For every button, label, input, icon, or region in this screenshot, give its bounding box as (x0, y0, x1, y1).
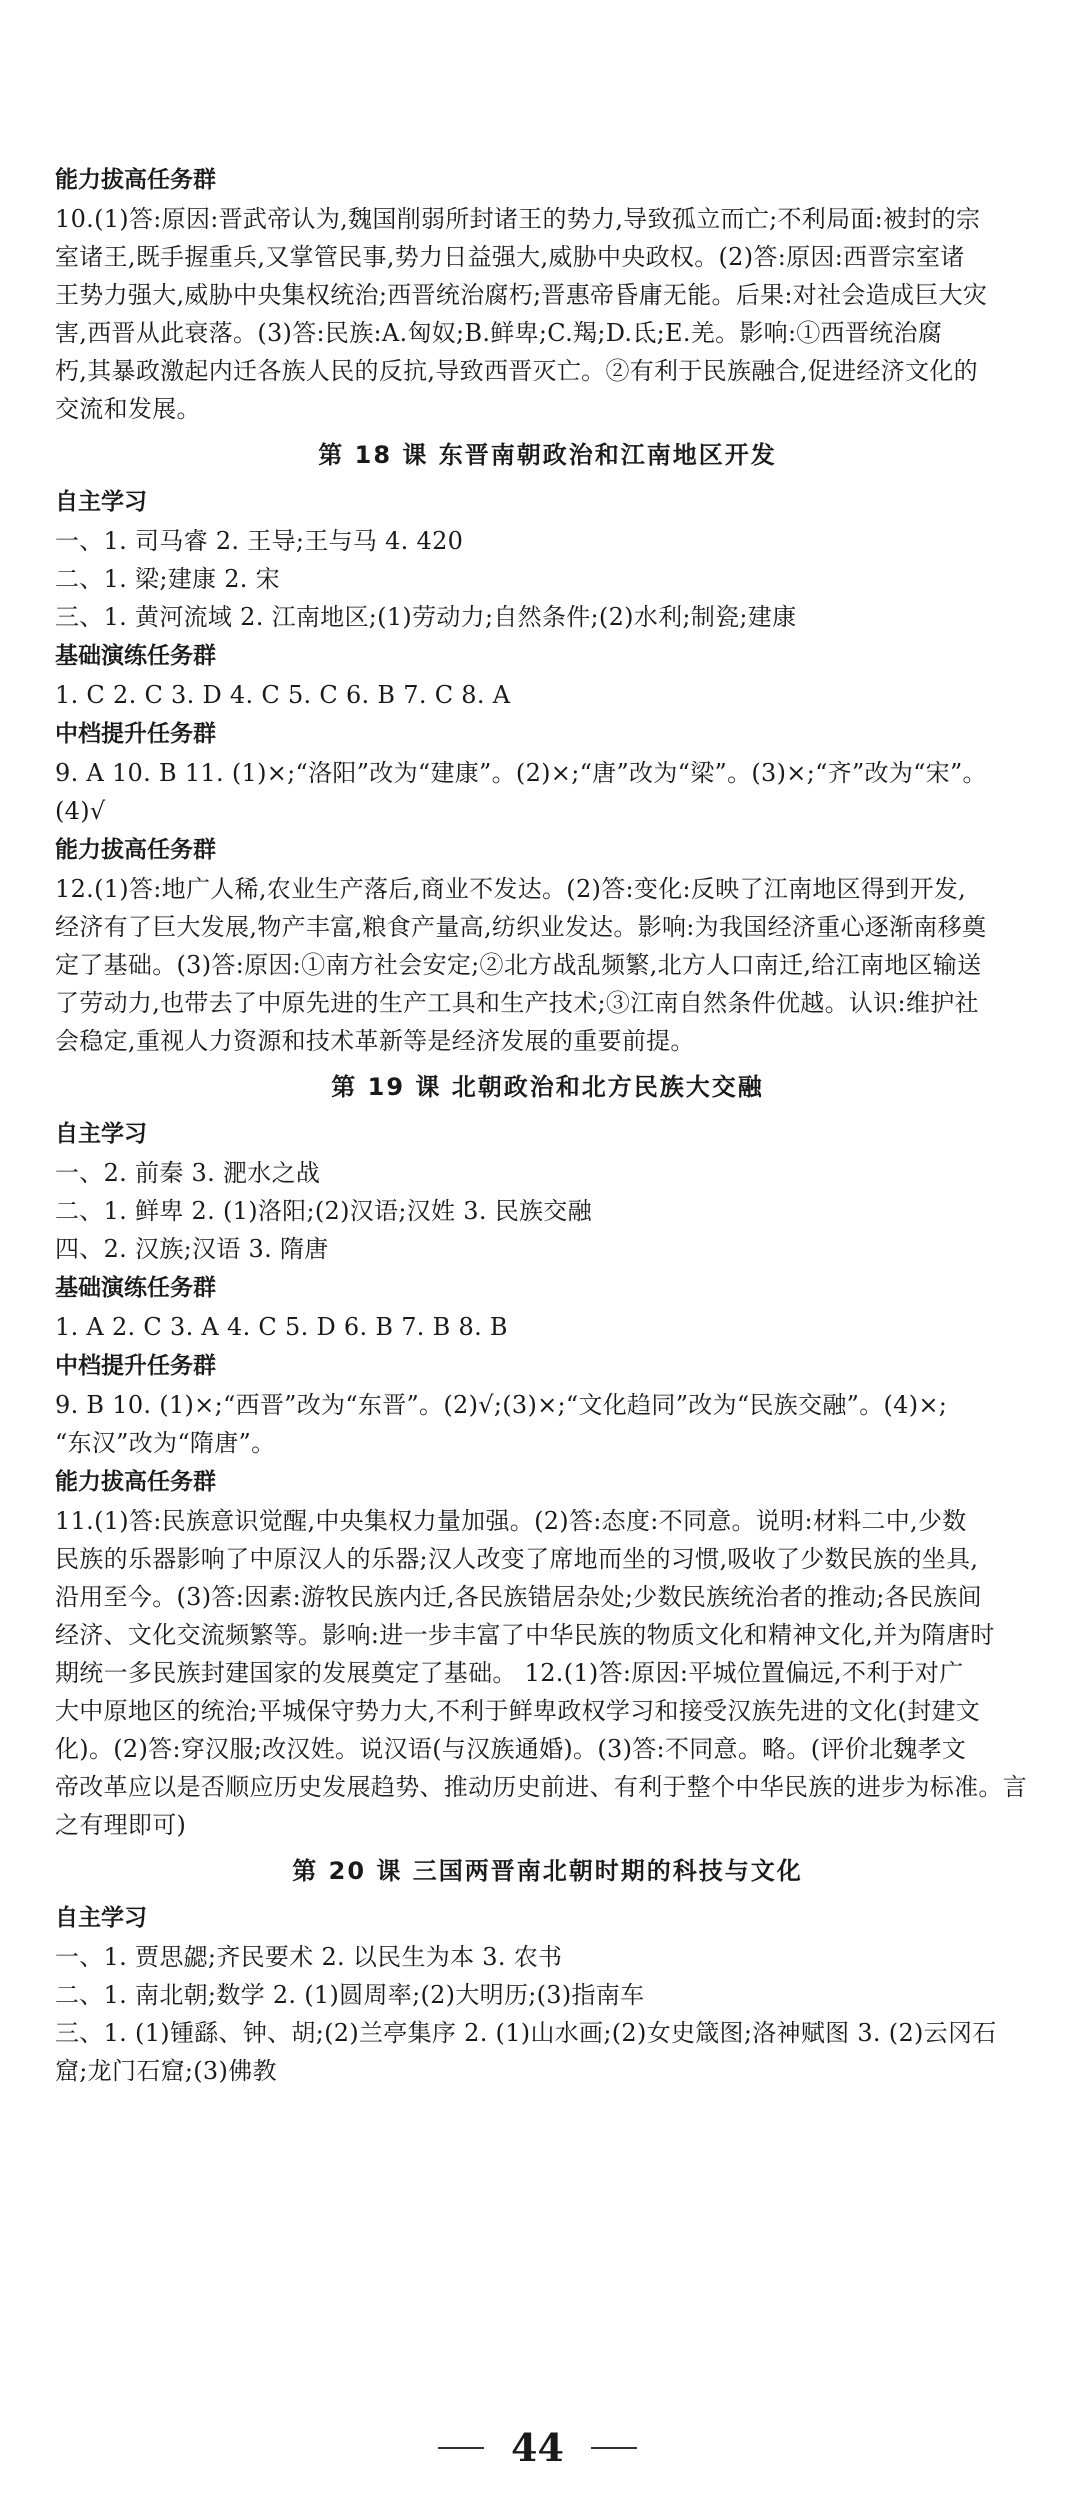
answer-line: 一、2. 前秦 3. 淝水之战 (55, 1159, 321, 1187)
page-number: 44 (511, 2425, 564, 2470)
answer-line: 1. C 2. C 3. D 4. C 5. C 6. B 7. C 8. A (55, 681, 511, 709)
answer-line: 之有理即可) (55, 1811, 187, 1839)
answer-line: 定了基础。(3)答:原因:①南方社会安定;②北方战乱频繁,北方人口南迁,给江南地区输送 (55, 951, 982, 979)
section-heading: 中档提升任务群 (55, 721, 216, 747)
answer-line: 经济有了巨大发展,物产丰富,粮食产量高,纺织业发达。影响:为我国经济重心逐渐南移奠 (55, 913, 987, 941)
answer-line: 二、1. 鲜卑 2. (1)洛阳;(2)汉语;汉姓 3. 民族交融 (55, 1197, 592, 1225)
answer-line: 10.(1)答:原因:晋武帝认为,魏国削弱所封诸王的势力,导致孤立而亡;不利局面:被封的宗 (55, 205, 981, 233)
section-heading: 能力拔高任务群 (55, 837, 216, 863)
section-heading: 基础演练任务群 (55, 643, 216, 669)
answer-line: 会稳定,重视人力资源和技术革新等是经济发展的重要前提。 (55, 1027, 695, 1055)
page-footer (0, 2425, 1075, 2470)
answer-line: 四、2. 汉族;汉语 3. 隋唐 (55, 1235, 329, 1263)
answer-line: 二、1. 梁;建康 2. 宋 (55, 565, 280, 593)
answer-line: 经济、文化交流频繁等。影响:进一步丰富了中华民族的物质文化和精神文化,并为隋唐时 (55, 1621, 995, 1649)
answer-line: 室诸王,既手握重兵,又掌管民事,势力日益强大,威胁中央政权。(2)答:原因:西晋宗室诸 (55, 243, 965, 271)
answer-line: 民族的乐器影响了中原汉人的乐器;汉人改变了席地而坐的习惯,吸收了少数民族的坐具, (55, 1545, 979, 1573)
section-heading: 自主学习 (55, 1905, 147, 1931)
footer-right-rule (591, 2447, 637, 2449)
answer-line: 化)。(2)答:穿汉服;改汉姓。说汉语(与汉族通婚)。(3)答:不同意。略。(评价北魏孝文 (55, 1735, 967, 1763)
answer-line: 三、1. (1)锺繇、钟、胡;(2)兰亭集序 2. (1)山水画;(2)女史箴图;洛神赋图 3. (2)云冈石 (55, 2019, 997, 2047)
answer-line: 一、1. 司马睿 2. 王导;王与马 4. 420 (55, 527, 464, 555)
answer-line: 王势力强大,威胁中央集权统治;西晋统治腐朽;晋惠帝昏庸无能。后果:对社会造成巨大灾 (55, 281, 988, 309)
answer-line: 交流和发展。 (55, 395, 201, 423)
section-heading: 中档提升任务群 (55, 1353, 216, 1379)
section-heading: 基础演练任务群 (55, 1275, 216, 1301)
answer-line: 帝改革应以是否顺应历史发展趋势、推动历史前进、有利于整个中华民族的进步为标准。言 (55, 1773, 1027, 1801)
answer-line: 9. B 10. (1)×;“西晋”改为“东晋”。(2)√;(3)×;“文化趋同”改为“民族交融”。(4)×; (55, 1391, 948, 1419)
lesson-title: 第 20 课 三国两晋南北朝时期的科技与文化 (292, 1857, 803, 1885)
answer-line: 朽,其暴政激起内迁各族人民的反抗,导致西晋灭亡。②有利于民族融合,促进经济文化的 (55, 357, 978, 385)
answer-line: 沿用至今。(3)答:因素:游牧民族内迁,各民族错居杂处;少数民族统治者的推动;各民族间 (55, 1583, 982, 1611)
answer-line: 窟;龙门石窟;(3)佛教 (55, 2057, 277, 2085)
answer-line: 害,西晋从此衰落。(3)答:民族:A.匈奴;B.鲜卑;C.羯;D.氐;E.羌。影响:①西晋统治腐 (55, 319, 943, 347)
answer-line: “东汉”改为“隋唐”。 (55, 1429, 276, 1457)
answer-line: 一、1. 贾思勰;齐民要术 2. 以民生为本 3. 农书 (55, 1943, 563, 1971)
section-heading: 能力拔高任务群 (55, 1469, 216, 1495)
answer-line: 大中原地区的统治;平城保守势力大,不利于鲜卑政权学习和接受汉族先进的文化(封建文 (55, 1697, 981, 1725)
lesson-title: 第 18 课 东晋南朝政治和江南地区开发 (318, 441, 777, 469)
answer-line: 二、1. 南北朝;数学 2. (1)圆周率;(2)大明历;(3)指南车 (55, 1981, 645, 2009)
answer-line: (4)√ (55, 797, 106, 825)
answer-content (55, 160, 1040, 2090)
section-heading: 自主学习 (55, 1121, 147, 1147)
answer-line: 1. A 2. C 3. A 4. C 5. D 6. B 7. B 8. B (55, 1313, 508, 1341)
answer-line: 三、1. 黄河流域 2. 江南地区;(1)劳动力;自然条件;(2)水利;制瓷;建康 (55, 603, 797, 631)
answer-line: 了劳动力,也带去了中原先进的生产工具和生产技术;③江南自然条件优越。认识:维护社 (55, 989, 979, 1017)
lesson-title: 第 19 课 北朝政治和北方民族大交融 (331, 1073, 764, 1101)
section-heading: 能力拔高任务群 (55, 167, 216, 193)
answer-line: 9. A 10. B 11. (1)×;“洛阳”改为“建康”。(2)×;“唐”改为“梁”。(3)×;“齐”改为“宋”。 (55, 759, 987, 787)
answer-line: 11.(1)答:民族意识觉醒,中央集权力量加强。(2)答:态度:不同意。说明:材料二中,少数 (55, 1507, 967, 1535)
footer-left-rule (438, 2447, 484, 2449)
section-heading: 自主学习 (55, 489, 147, 515)
answer-line: 12.(1)答:地广人稀,农业生产落后,商业不发达。(2)答:变化:反映了江南地区得到开发, (55, 875, 967, 903)
answer-line: 期统一多民族封建国家的发展奠定了基础。 12.(1)答:原因:平城位置偏远,不利于对广 (55, 1659, 964, 1687)
